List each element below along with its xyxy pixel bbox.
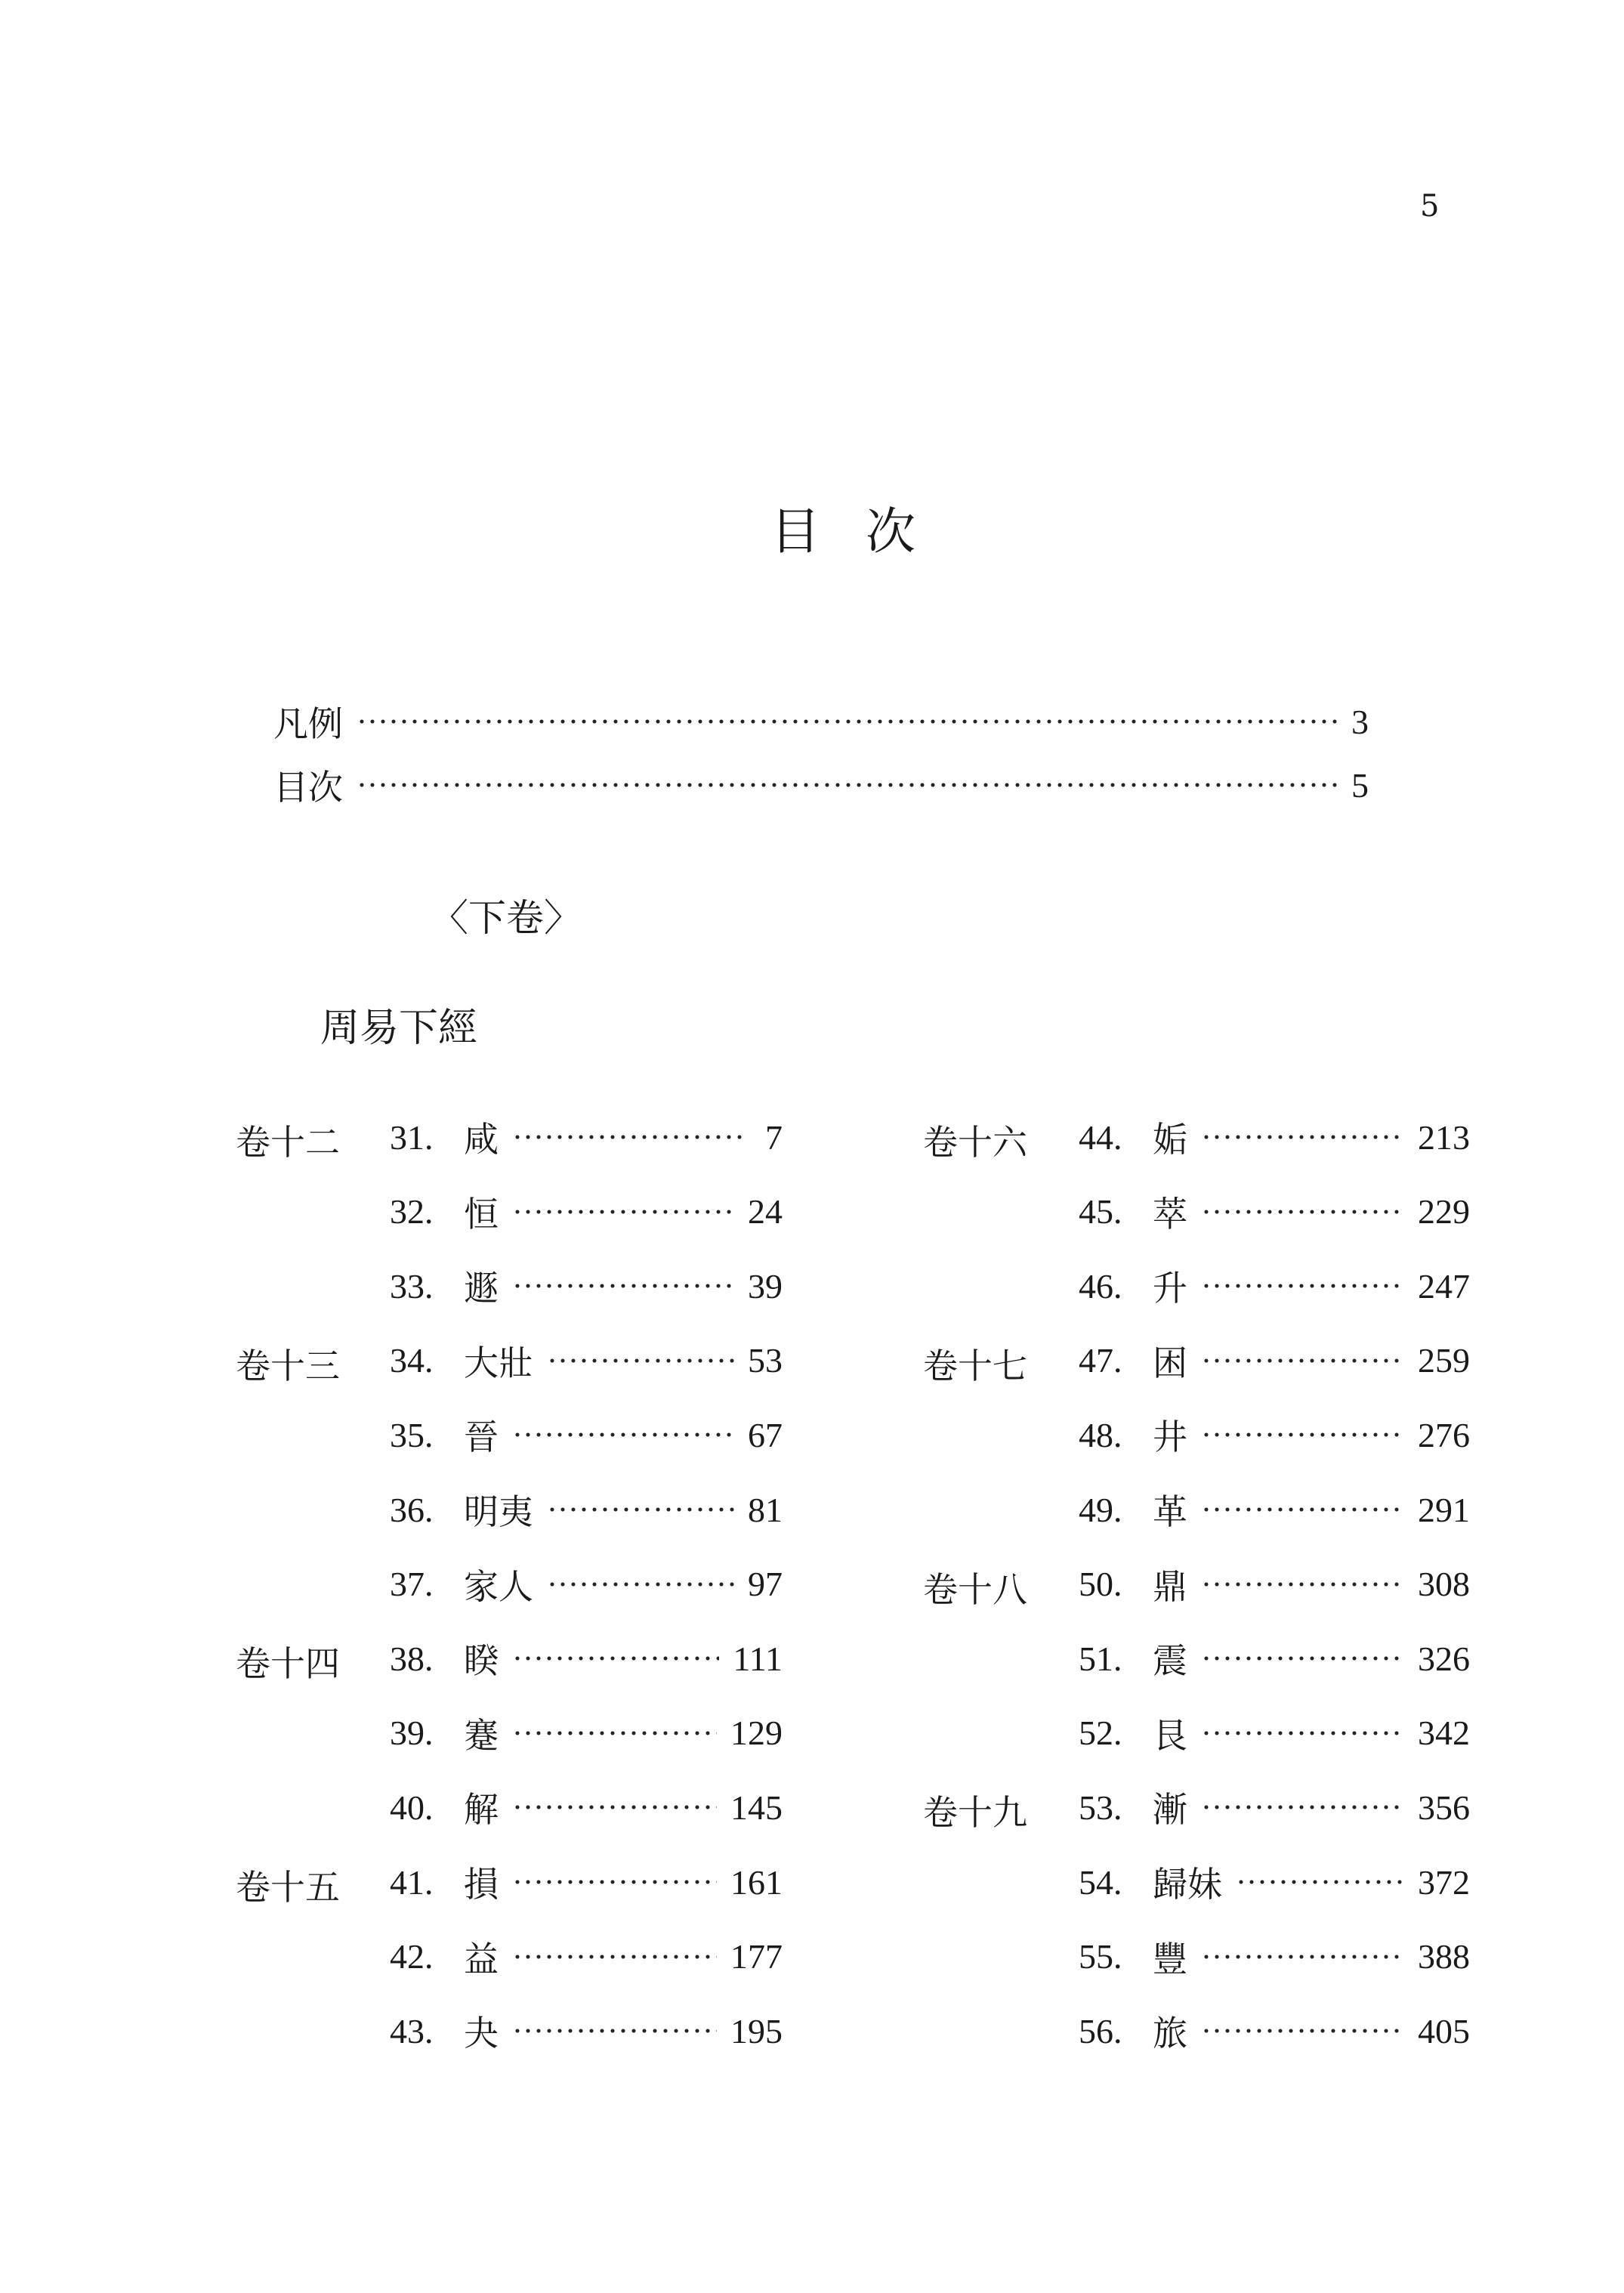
leader-dots: [547, 1358, 734, 1363]
entry-name: 蹇: [464, 1714, 499, 1756]
leader-dots: [1201, 1731, 1404, 1735]
toc-entry[interactable]: [390, 1259, 783, 1312]
toc-entry[interactable]: [390, 1930, 783, 1983]
toc-entry[interactable]: [390, 1558, 783, 1611]
toc-front-page: 3: [1351, 702, 1369, 741]
toc-entry[interactable]: [390, 1408, 783, 1461]
entry-page: 342: [1418, 1714, 1470, 1753]
toc-entry[interactable]: [390, 1111, 783, 1163]
entry-page: 129: [730, 1714, 783, 1753]
toc-entry[interactable]: [1079, 1185, 1470, 1238]
toc-entry[interactable]: [1079, 2004, 1470, 2057]
entry-number: 42.: [390, 1937, 434, 1976]
entry-page: 24: [748, 1192, 783, 1231]
entry-name: 解: [464, 1789, 499, 1831]
entry-page: 195: [730, 2011, 783, 2050]
toc-entry[interactable]: [390, 1632, 783, 1685]
juan-label: 卷十九: [923, 1792, 1027, 1834]
entry-number: 40.: [390, 1788, 434, 1827]
entry-page: 7: [765, 1117, 783, 1157]
leader-dots: [1201, 1135, 1404, 1139]
leader-dots: [512, 1210, 734, 1214]
entry-name: 井: [1153, 1417, 1187, 1458]
entry-number: 47.: [1079, 1341, 1122, 1380]
volume-heading: 〈下卷〉: [431, 896, 582, 940]
leader-dots: [1201, 1358, 1404, 1363]
juan-label: 卷十四: [236, 1643, 340, 1685]
toc-entry[interactable]: [1079, 1334, 1470, 1387]
leader-dots: [512, 1805, 717, 1809]
leader-dots: [1201, 1432, 1404, 1437]
toc-front-label: 目次: [273, 767, 343, 808]
toc-front-entry[interactable]: [273, 695, 1369, 748]
leader-dots: [1201, 1507, 1404, 1512]
leader-dots: [547, 1507, 734, 1512]
leader-dots: [512, 1731, 717, 1735]
entry-name: 姤: [1153, 1119, 1187, 1160]
leader-dots: [1201, 1656, 1404, 1661]
entry-name: 遯: [464, 1268, 499, 1309]
entry-number: 54.: [1079, 1862, 1122, 1902]
entry-name: 革: [1153, 1491, 1187, 1532]
leader-dots: [512, 1955, 717, 1959]
leader-dots: [1201, 1284, 1404, 1288]
leader-dots: [512, 1656, 719, 1661]
entry-name: 鼎: [1153, 1565, 1187, 1607]
leader-dots: [1201, 1955, 1404, 1959]
entry-name: 旅: [1153, 2013, 1187, 2054]
entry-number: 52.: [1079, 1714, 1122, 1753]
juan-label: 卷十八: [923, 1568, 1027, 1610]
entry-name: 恒: [464, 1193, 499, 1235]
entry-page: 308: [1418, 1565, 1470, 1604]
entry-page: 111: [733, 1639, 783, 1678]
entry-name: 豐: [1153, 1938, 1187, 1979]
leader-dots: [1236, 1880, 1404, 1884]
leader-dots: [357, 783, 1338, 787]
entry-name: 震: [1153, 1640, 1187, 1682]
entry-number: 45.: [1079, 1192, 1122, 1231]
leader-dots: [512, 2029, 717, 2033]
entry-page: 177: [730, 1937, 783, 1976]
entry-page: 53: [748, 1341, 783, 1380]
entry-page: 259: [1418, 1341, 1470, 1380]
entry-name: 大壯: [464, 1342, 533, 1383]
entry-name: 家人: [464, 1565, 533, 1607]
entry-page: 229: [1418, 1192, 1470, 1231]
leader-dots: [512, 1135, 746, 1139]
entry-number: 37.: [390, 1565, 434, 1604]
leader-dots: [512, 1284, 734, 1288]
toc-entry[interactable]: [1079, 1707, 1470, 1760]
toc-entry[interactable]: [1079, 1632, 1470, 1685]
toc-entry[interactable]: [1079, 1856, 1470, 1908]
leader-dots: [512, 1432, 734, 1437]
entry-page: 161: [730, 1862, 783, 1902]
leader-dots: [357, 719, 1338, 724]
entry-name: 益: [464, 1938, 499, 1979]
toc-entry[interactable]: [390, 1856, 783, 1908]
entry-number: 46.: [1079, 1266, 1122, 1306]
entry-page: 81: [748, 1490, 783, 1529]
toc-entry[interactable]: [390, 1707, 783, 1760]
entry-number: 33.: [390, 1266, 434, 1306]
entry-name: 晉: [464, 1417, 499, 1458]
entry-number: 39.: [390, 1714, 434, 1753]
entry-page: 145: [730, 1788, 783, 1827]
entry-number: 32.: [390, 1192, 434, 1231]
toc-entry[interactable]: [1079, 1781, 1470, 1834]
page-title: 目次: [770, 502, 961, 561]
entry-number: 50.: [1079, 1565, 1122, 1604]
entry-page: 405: [1418, 2011, 1470, 2050]
entry-name: 歸妹: [1153, 1864, 1222, 1905]
entry-number: 36.: [390, 1490, 434, 1529]
entry-page: 276: [1418, 1415, 1470, 1454]
entry-number: 49.: [1079, 1490, 1122, 1529]
entry-number: 31.: [390, 1117, 434, 1157]
toc-entry[interactable]: [1079, 1259, 1470, 1312]
entry-page: 247: [1418, 1266, 1470, 1306]
entry-name: 漸: [1153, 1789, 1187, 1831]
entry-page: 372: [1418, 1862, 1470, 1902]
entry-name: 損: [464, 1864, 499, 1905]
leader-dots: [547, 1582, 734, 1587]
toc-front-entry[interactable]: [273, 759, 1369, 811]
entry-number: 38.: [390, 1639, 434, 1678]
leader-dots: [1201, 1210, 1404, 1214]
entry-name: 夬: [464, 2013, 499, 2054]
toc-entry[interactable]: [1079, 1408, 1470, 1461]
page-number: 5: [1420, 189, 1440, 224]
toc-entry[interactable]: [1079, 1483, 1470, 1536]
toc-entry[interactable]: [390, 1185, 783, 1238]
entry-page: 291: [1418, 1490, 1470, 1529]
entry-page: 39: [748, 1266, 783, 1306]
toc-entry[interactable]: [390, 1334, 783, 1387]
toc-entry[interactable]: [390, 2004, 783, 2057]
entry-number: 48.: [1079, 1415, 1122, 1454]
entry-number: 44.: [1079, 1117, 1122, 1157]
toc-front-page: 5: [1351, 765, 1369, 805]
entry-page: 97: [748, 1565, 783, 1604]
juan-label: 卷十五: [236, 1867, 340, 1908]
leader-dots: [512, 1880, 717, 1884]
entry-name: 咸: [464, 1119, 499, 1160]
toc-entry[interactable]: [1079, 1930, 1470, 1983]
toc-entry[interactable]: [1079, 1558, 1470, 1611]
entry-number: 56.: [1079, 2011, 1122, 2050]
entry-name: 睽: [464, 1640, 499, 1682]
toc-entry[interactable]: [390, 1483, 783, 1536]
entry-page: 356: [1418, 1788, 1470, 1827]
entry-page: 388: [1418, 1937, 1470, 1976]
entry-page: 326: [1418, 1639, 1470, 1678]
entry-number: 34.: [390, 1341, 434, 1380]
leader-dots: [1201, 1582, 1404, 1587]
entry-page: 67: [748, 1415, 783, 1454]
leader-dots: [1201, 1805, 1404, 1809]
leader-dots: [1201, 2029, 1404, 2033]
entry-page: 213: [1418, 1117, 1470, 1157]
juan-label: 卷十三: [236, 1345, 340, 1386]
entry-number: 55.: [1079, 1937, 1122, 1976]
toc-entry[interactable]: [1079, 1111, 1470, 1163]
entry-number: 53.: [1079, 1788, 1122, 1827]
entry-number: 43.: [390, 2011, 434, 2050]
entry-name: 明夷: [464, 1491, 533, 1532]
entry-number: 35.: [390, 1415, 434, 1454]
entry-name: 升: [1153, 1268, 1187, 1309]
entry-number: 51.: [1079, 1639, 1122, 1678]
entry-name: 萃: [1153, 1193, 1187, 1235]
section-heading: 周易下經: [320, 1006, 478, 1051]
toc-entry[interactable]: [390, 1781, 783, 1834]
juan-label: 卷十六: [923, 1122, 1027, 1163]
entry-number: 41.: [390, 1862, 434, 1902]
juan-label: 卷十七: [923, 1345, 1027, 1386]
juan-label: 卷十二: [236, 1122, 340, 1163]
entry-name: 艮: [1153, 1714, 1187, 1756]
toc-front-label: 凡例: [273, 703, 343, 744]
entry-name: 困: [1153, 1342, 1187, 1383]
